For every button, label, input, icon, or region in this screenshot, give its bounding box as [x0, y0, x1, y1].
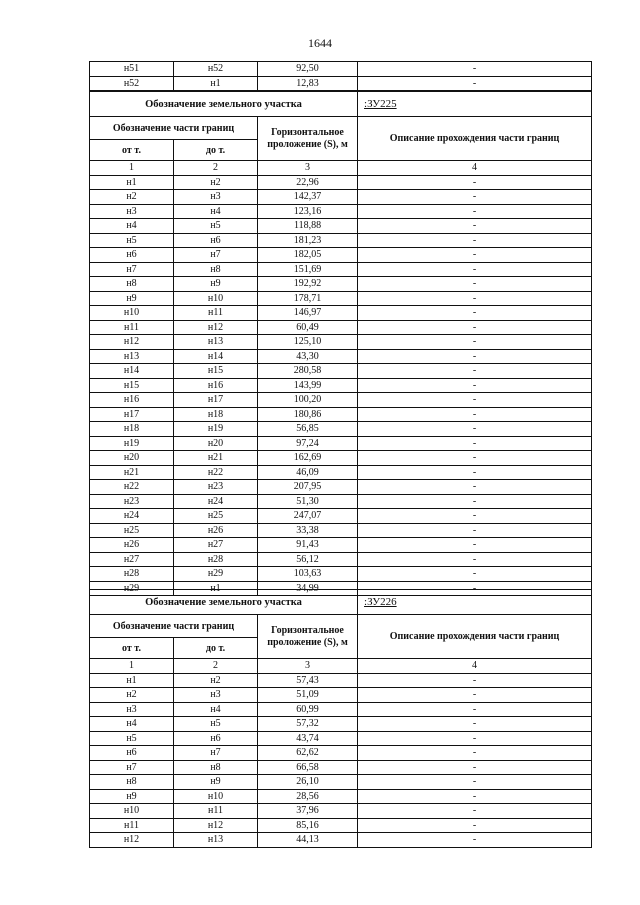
- description-value: -: [358, 364, 592, 379]
- description-value: -: [358, 248, 592, 263]
- table-row: [90, 62, 592, 77]
- from-point: н16: [90, 393, 174, 408]
- to-point: н12: [174, 320, 258, 335]
- description-value: -: [358, 746, 592, 761]
- description-value: -: [358, 175, 592, 190]
- to-point: н18: [174, 407, 258, 422]
- table-row: [90, 451, 592, 466]
- to-point: н10: [174, 291, 258, 306]
- distance-value: 51,30: [258, 494, 358, 509]
- from-point: н8: [90, 775, 174, 790]
- parcel-label: Обозначение земельного участка: [90, 92, 358, 117]
- distance-value: 56,12: [258, 552, 358, 567]
- from-point: н8: [90, 277, 174, 292]
- to-point: н26: [174, 523, 258, 538]
- col-number: 4: [358, 161, 592, 176]
- distance-value: 247,07: [258, 509, 358, 524]
- description-value: -: [358, 262, 592, 277]
- from-header: от т.: [90, 638, 174, 659]
- table-row: [90, 248, 592, 263]
- from-point: н1: [90, 175, 174, 190]
- to-point: н4: [174, 204, 258, 219]
- distance-value: 57,32: [258, 717, 358, 732]
- from-header: от т.: [90, 140, 174, 161]
- distance-value: 123,16: [258, 204, 358, 219]
- table-row: [90, 393, 592, 408]
- description-value: -: [358, 760, 592, 775]
- to-point: н11: [174, 306, 258, 321]
- table-row: [90, 775, 592, 790]
- to-point: н24: [174, 494, 258, 509]
- from-point: н6: [90, 746, 174, 761]
- to-point: н12: [174, 818, 258, 833]
- description-value: -: [358, 717, 592, 732]
- to-point: н3: [174, 688, 258, 703]
- distance-value: 37,96: [258, 804, 358, 819]
- to-point: н9: [174, 775, 258, 790]
- from-point: н27: [90, 552, 174, 567]
- col-number: 3: [258, 161, 358, 176]
- from-point: н6: [90, 248, 174, 263]
- description-value: -: [358, 552, 592, 567]
- to-point: н6: [174, 731, 258, 746]
- to-point: н5: [174, 717, 258, 732]
- from-point: н21: [90, 465, 174, 480]
- table-row: [90, 335, 592, 350]
- distance-value: 178,71: [258, 291, 358, 306]
- from-point: н52: [90, 76, 174, 91]
- to-point: н2: [174, 673, 258, 688]
- table-row: [90, 789, 592, 804]
- distance-header: Горизонтальное проложение (S), м: [258, 117, 358, 161]
- table-row: [90, 349, 592, 364]
- description-value: -: [358, 291, 592, 306]
- description-value: -: [358, 306, 592, 321]
- distance-value: 60,49: [258, 320, 358, 335]
- distance-value: 207,95: [258, 480, 358, 495]
- description-value: -: [358, 335, 592, 350]
- from-point: н10: [90, 804, 174, 819]
- description-value: -: [358, 219, 592, 234]
- parcel-row: [90, 590, 592, 615]
- description-value: -: [358, 538, 592, 553]
- distance-value: 33,38: [258, 523, 358, 538]
- to-point: н23: [174, 480, 258, 495]
- distance-value: 280,58: [258, 364, 358, 379]
- to-point: н5: [174, 219, 258, 234]
- parcel-row: [90, 92, 592, 117]
- description-value: -: [358, 523, 592, 538]
- table-row: [90, 480, 592, 495]
- distance-value: 192,92: [258, 277, 358, 292]
- distance-value: 22,96: [258, 175, 358, 190]
- table-row: [90, 291, 592, 306]
- from-point: н9: [90, 789, 174, 804]
- to-point: н6: [174, 233, 258, 248]
- distance-value: 60,99: [258, 702, 358, 717]
- distance-value: 56,85: [258, 422, 358, 437]
- table-row: [90, 277, 592, 292]
- table-row: [90, 306, 592, 321]
- distance-header: Горизонтальное проложение (S), м: [258, 615, 358, 659]
- from-point: н2: [90, 688, 174, 703]
- to-point: н16: [174, 378, 258, 393]
- from-point: н13: [90, 349, 174, 364]
- to-point: н15: [174, 364, 258, 379]
- table-row: [90, 494, 592, 509]
- table-row: [90, 552, 592, 567]
- distance-value: 66,58: [258, 760, 358, 775]
- distance-value: 118,88: [258, 219, 358, 234]
- to-point: н7: [174, 746, 258, 761]
- distance-value: 43,74: [258, 731, 358, 746]
- description-value: -: [358, 76, 592, 91]
- description-value: -: [358, 451, 592, 466]
- from-point: н18: [90, 422, 174, 437]
- parcel-code: :ЗУ226: [358, 590, 592, 615]
- distance-value: 146,97: [258, 306, 358, 321]
- from-point: н4: [90, 219, 174, 234]
- table-row: [90, 320, 592, 335]
- col-number: 1: [90, 659, 174, 674]
- to-header: до т.: [174, 638, 258, 659]
- description-value: -: [358, 702, 592, 717]
- parcel-code: :ЗУ225: [358, 92, 592, 117]
- to-point: н29: [174, 567, 258, 582]
- from-point: н7: [90, 760, 174, 775]
- to-point: н21: [174, 451, 258, 466]
- from-point: н2: [90, 190, 174, 205]
- table-row: [90, 76, 592, 91]
- description-value: -: [358, 204, 592, 219]
- distance-value: 92,50: [258, 62, 358, 77]
- to-point: н2: [174, 175, 258, 190]
- distance-value: 26,10: [258, 775, 358, 790]
- table-row: [90, 804, 592, 819]
- description-value: -: [358, 509, 592, 524]
- table-row: [90, 833, 592, 848]
- table-row: [90, 523, 592, 538]
- parcel-table-zu226: [89, 589, 592, 848]
- distance-value: 44,13: [258, 833, 358, 848]
- description-value: -: [358, 567, 592, 582]
- from-point: н26: [90, 538, 174, 553]
- to-point: н19: [174, 422, 258, 437]
- distance-value: 97,24: [258, 436, 358, 451]
- description-value: -: [358, 393, 592, 408]
- from-point: н12: [90, 335, 174, 350]
- col-number: 1: [90, 161, 174, 176]
- distance-value: 28,56: [258, 789, 358, 804]
- header-row: [90, 615, 592, 638]
- from-point: н11: [90, 320, 174, 335]
- distance-value: 43,30: [258, 349, 358, 364]
- to-point: н22: [174, 465, 258, 480]
- description-value: -: [358, 190, 592, 205]
- header-row: [90, 117, 592, 140]
- to-point: н1: [174, 581, 258, 596]
- from-point: н10: [90, 306, 174, 321]
- table-row: [90, 818, 592, 833]
- to-point: н52: [174, 62, 258, 77]
- to-point: н9: [174, 277, 258, 292]
- description-header: Описание прохождения части границ: [358, 117, 592, 161]
- table-row: [90, 746, 592, 761]
- from-point: н3: [90, 204, 174, 219]
- from-point: н5: [90, 731, 174, 746]
- table-row: [90, 378, 592, 393]
- from-point: н25: [90, 523, 174, 538]
- to-point: н25: [174, 509, 258, 524]
- distance-value: 100,20: [258, 393, 358, 408]
- distance-value: 151,69: [258, 262, 358, 277]
- table-row: [90, 538, 592, 553]
- page-number: 1644: [308, 36, 332, 50]
- table-row: [90, 717, 592, 732]
- description-header: Описание прохождения части границ: [358, 615, 592, 659]
- from-point: н4: [90, 717, 174, 732]
- distance-value: 125,10: [258, 335, 358, 350]
- from-point: н24: [90, 509, 174, 524]
- to-point: н11: [174, 804, 258, 819]
- table-row: [90, 731, 592, 746]
- from-point: н15: [90, 378, 174, 393]
- from-point: н19: [90, 436, 174, 451]
- table-row: [90, 673, 592, 688]
- description-value: -: [358, 320, 592, 335]
- description-value: -: [358, 833, 592, 848]
- to-point: н3: [174, 190, 258, 205]
- to-point: н10: [174, 789, 258, 804]
- distance-value: 180,86: [258, 407, 358, 422]
- col-number: 2: [174, 161, 258, 176]
- table-row: [90, 219, 592, 234]
- description-value: -: [358, 422, 592, 437]
- description-value: -: [358, 789, 592, 804]
- description-value: -: [358, 378, 592, 393]
- description-value: -: [358, 277, 592, 292]
- to-point: н7: [174, 248, 258, 263]
- table-row: [90, 436, 592, 451]
- from-point: н20: [90, 451, 174, 466]
- col-number: 2: [174, 659, 258, 674]
- table-row: [90, 465, 592, 480]
- description-value: -: [358, 673, 592, 688]
- from-point: н12: [90, 833, 174, 848]
- description-value: -: [358, 436, 592, 451]
- from-point: н9: [90, 291, 174, 306]
- table-row: [90, 760, 592, 775]
- to-point: н4: [174, 702, 258, 717]
- description-value: -: [358, 581, 592, 596]
- column-number-row: [90, 659, 592, 674]
- table-row: [90, 422, 592, 437]
- table-row: [90, 364, 592, 379]
- column-number-row: [90, 161, 592, 176]
- to-point: н13: [174, 335, 258, 350]
- table-row: [90, 509, 592, 524]
- table-row: [90, 688, 592, 703]
- distance-value: 103,63: [258, 567, 358, 582]
- to-point: н27: [174, 538, 258, 553]
- to-header: до т.: [174, 140, 258, 161]
- table-row: [90, 190, 592, 205]
- table-row: [90, 407, 592, 422]
- distance-value: 142,37: [258, 190, 358, 205]
- parcel-table-zu225: [89, 91, 592, 596]
- distance-value: 143,99: [258, 378, 358, 393]
- distance-value: 12,83: [258, 76, 358, 91]
- table-row: [90, 567, 592, 582]
- distance-value: 62,62: [258, 746, 358, 761]
- from-point: н3: [90, 702, 174, 717]
- to-point: н14: [174, 349, 258, 364]
- to-point: н1: [174, 76, 258, 91]
- description-value: -: [358, 233, 592, 248]
- description-value: -: [358, 465, 592, 480]
- description-value: -: [358, 62, 592, 77]
- description-value: -: [358, 775, 592, 790]
- distance-value: 46,09: [258, 465, 358, 480]
- from-point: н14: [90, 364, 174, 379]
- table-row: [90, 702, 592, 717]
- distance-value: 162,69: [258, 451, 358, 466]
- distance-value: 85,16: [258, 818, 358, 833]
- table-row: [90, 204, 592, 219]
- to-point: н28: [174, 552, 258, 567]
- parcel-label: Обозначение земельного участка: [90, 590, 358, 615]
- distance-value: 182,05: [258, 248, 358, 263]
- from-point: н51: [90, 62, 174, 77]
- table-row: [90, 233, 592, 248]
- from-point: н11: [90, 818, 174, 833]
- from-point: н29: [90, 581, 174, 596]
- from-point: н1: [90, 673, 174, 688]
- continuation-table: [89, 61, 592, 91]
- distance-value: 181,23: [258, 233, 358, 248]
- to-point: н8: [174, 262, 258, 277]
- from-point: н23: [90, 494, 174, 509]
- parts-header: Обозначение части границ: [90, 615, 258, 638]
- description-value: -: [358, 494, 592, 509]
- to-point: н8: [174, 760, 258, 775]
- distance-value: 57,43: [258, 673, 358, 688]
- table-row: [90, 262, 592, 277]
- distance-value: 51,09: [258, 688, 358, 703]
- from-point: н17: [90, 407, 174, 422]
- parts-header: Обозначение части границ: [90, 117, 258, 140]
- to-point: н17: [174, 393, 258, 408]
- description-value: -: [358, 731, 592, 746]
- from-point: н28: [90, 567, 174, 582]
- description-value: -: [358, 349, 592, 364]
- table-row: [90, 175, 592, 190]
- description-value: -: [358, 688, 592, 703]
- from-point: н7: [90, 262, 174, 277]
- col-number: 4: [358, 659, 592, 674]
- to-point: н20: [174, 436, 258, 451]
- distance-value: 34,99: [258, 581, 358, 596]
- description-value: -: [358, 480, 592, 495]
- from-point: н5: [90, 233, 174, 248]
- distance-value: 91,43: [258, 538, 358, 553]
- description-value: -: [358, 804, 592, 819]
- from-point: н22: [90, 480, 174, 495]
- to-point: н13: [174, 833, 258, 848]
- description-value: -: [358, 818, 592, 833]
- description-value: -: [358, 407, 592, 422]
- col-number: 3: [258, 659, 358, 674]
